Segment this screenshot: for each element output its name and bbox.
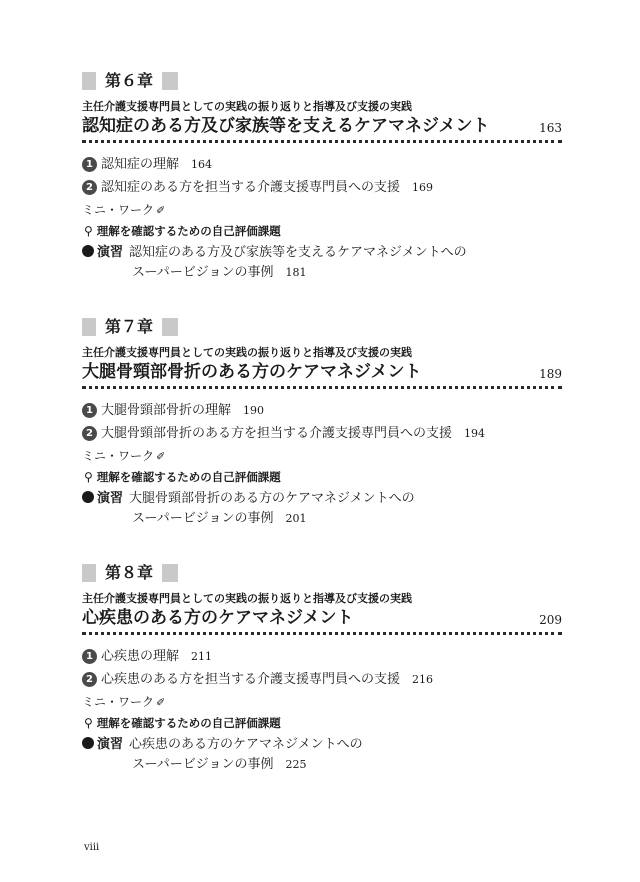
dotted-divider (82, 632, 562, 635)
review-task (82, 222, 562, 240)
chapter-bar-left (82, 72, 96, 90)
toc-items (82, 155, 562, 283)
toc-item-text: 認知症のある方を担当する介護支援専門員への支援 (101, 180, 401, 195)
chapter-title-page: 163 (539, 121, 562, 135)
toc-item[interactable] (82, 424, 562, 444)
pencil-icon: ✐ (156, 204, 166, 217)
exercise-page: 225 (285, 758, 307, 771)
exercise-label: 演習 (97, 245, 124, 260)
toc-item-text: 大腿骨頸部骨折のある方を担当する介護支援専門員への支援 (101, 426, 453, 441)
exercise[interactable] (82, 735, 562, 775)
review-label: 理解を確認するための自己評価課題 (96, 716, 281, 730)
chapter-label: 第８章 (99, 562, 159, 584)
toc-item-page: 194 (464, 427, 486, 440)
review-task (82, 714, 562, 732)
number-circle-icon: 1 (82, 157, 97, 172)
key-icon: ⚲ (84, 470, 93, 484)
toc-item[interactable] (82, 178, 562, 198)
exercise[interactable] (82, 489, 562, 529)
bullet-icon (82, 737, 94, 749)
number-circle-icon: 2 (82, 180, 97, 195)
toc-item-text: 認知症の理解 (101, 157, 180, 172)
mini-work-label: ミニ・ワーク (82, 203, 155, 217)
bullet-icon (82, 245, 94, 257)
review-label: 理解を確認するための自己評価課題 (96, 224, 281, 238)
pencil-icon: ✐ (156, 696, 166, 709)
mini-work-label: ミニ・ワーク (82, 449, 155, 463)
exercise-page: 201 (285, 512, 307, 525)
toc-items (82, 401, 562, 529)
exercise-line1: 大腿骨頸部骨折のある方のケアマネジメントへの (129, 491, 415, 506)
pencil-icon: ✐ (156, 450, 166, 463)
exercise-line2: スーパービジョンの事例 (132, 757, 274, 772)
chapter-title-row[interactable] (82, 360, 562, 384)
chapter-label: 第７章 (99, 316, 159, 338)
number-circle-icon: 1 (82, 649, 97, 664)
chapter-8 (82, 562, 562, 775)
toc-item[interactable] (82, 670, 562, 690)
chapter-bar-right (162, 72, 178, 90)
chapter-subtitle: 主任介護支援専門員としての実践の振り返りと指導及び支援の実践 (82, 100, 412, 113)
review-label: 理解を確認するための自己評価課題 (96, 470, 281, 484)
number-circle-icon: 1 (82, 403, 97, 418)
chapter-bar-left (82, 564, 96, 582)
toc-items (82, 647, 562, 775)
bullet-icon (82, 491, 94, 503)
key-icon: ⚲ (84, 224, 93, 238)
chapter-title-row[interactable] (82, 606, 562, 630)
chapter-header (82, 70, 562, 94)
chapter-header (82, 316, 562, 340)
chapter-title: 大腿骨頸部骨折のある方のケアマネジメント (82, 362, 422, 382)
exercise-line1: 認知症のある方及び家族等を支えるケアマネジメントへの (129, 245, 467, 260)
chapter-title-page: 189 (539, 367, 562, 381)
dotted-divider (82, 386, 562, 389)
mini-work (82, 693, 562, 711)
exercise-label: 演習 (97, 491, 124, 506)
exercise-page: 181 (285, 266, 307, 279)
chapter-subtitle: 主任介護支援専門員としての実践の振り返りと指導及び支援の実践 (82, 346, 412, 359)
exercise-label: 演習 (97, 737, 124, 752)
review-task (82, 468, 562, 486)
mini-work (82, 447, 562, 465)
toc-item-page: 169 (412, 181, 434, 194)
toc-item[interactable] (82, 401, 562, 421)
toc-item-text: 心疾患のある方を担当する介護支援専門員への支援 (101, 672, 401, 687)
page-number: viii (84, 842, 100, 853)
chapter-label: 第６章 (99, 70, 159, 92)
chapter-title-page: 209 (539, 613, 562, 627)
toc-item-text: 大腿骨頸部骨折の理解 (101, 403, 232, 418)
mini-work (82, 201, 562, 219)
exercise[interactable] (82, 243, 562, 283)
chapter-bar-right (162, 318, 178, 336)
chapter-subtitle: 主任介護支援専門員としての実践の振り返りと指導及び支援の実践 (82, 592, 412, 605)
chapter-6 (82, 70, 562, 283)
chapter-7 (82, 316, 562, 529)
key-icon: ⚲ (84, 716, 93, 730)
toc-item-text: 心疾患の理解 (101, 649, 180, 664)
number-circle-icon: 2 (82, 672, 97, 687)
chapter-title-row[interactable] (82, 114, 562, 138)
toc-item[interactable] (82, 647, 562, 667)
chapter-title: 認知症のある方及び家族等を支えるケアマネジメント (82, 116, 490, 136)
toc-item-page: 216 (412, 673, 434, 686)
toc-item-page: 164 (191, 158, 213, 171)
chapter-title: 心疾患のある方のケアマネジメント (82, 608, 354, 628)
exercise-line1: 心疾患のある方のケアマネジメントへの (129, 737, 363, 752)
toc-item-page: 190 (243, 404, 265, 417)
exercise-line2: スーパービジョンの事例 (132, 511, 274, 526)
chapter-bar-left (82, 318, 96, 336)
toc-item-page: 211 (191, 650, 213, 663)
number-circle-icon: 2 (82, 426, 97, 441)
toc-item[interactable] (82, 155, 562, 175)
dotted-divider (82, 140, 562, 143)
chapter-bar-right (162, 564, 178, 582)
chapter-header (82, 562, 562, 586)
exercise-line2: スーパービジョンの事例 (132, 265, 274, 280)
mini-work-label: ミニ・ワーク (82, 695, 155, 709)
